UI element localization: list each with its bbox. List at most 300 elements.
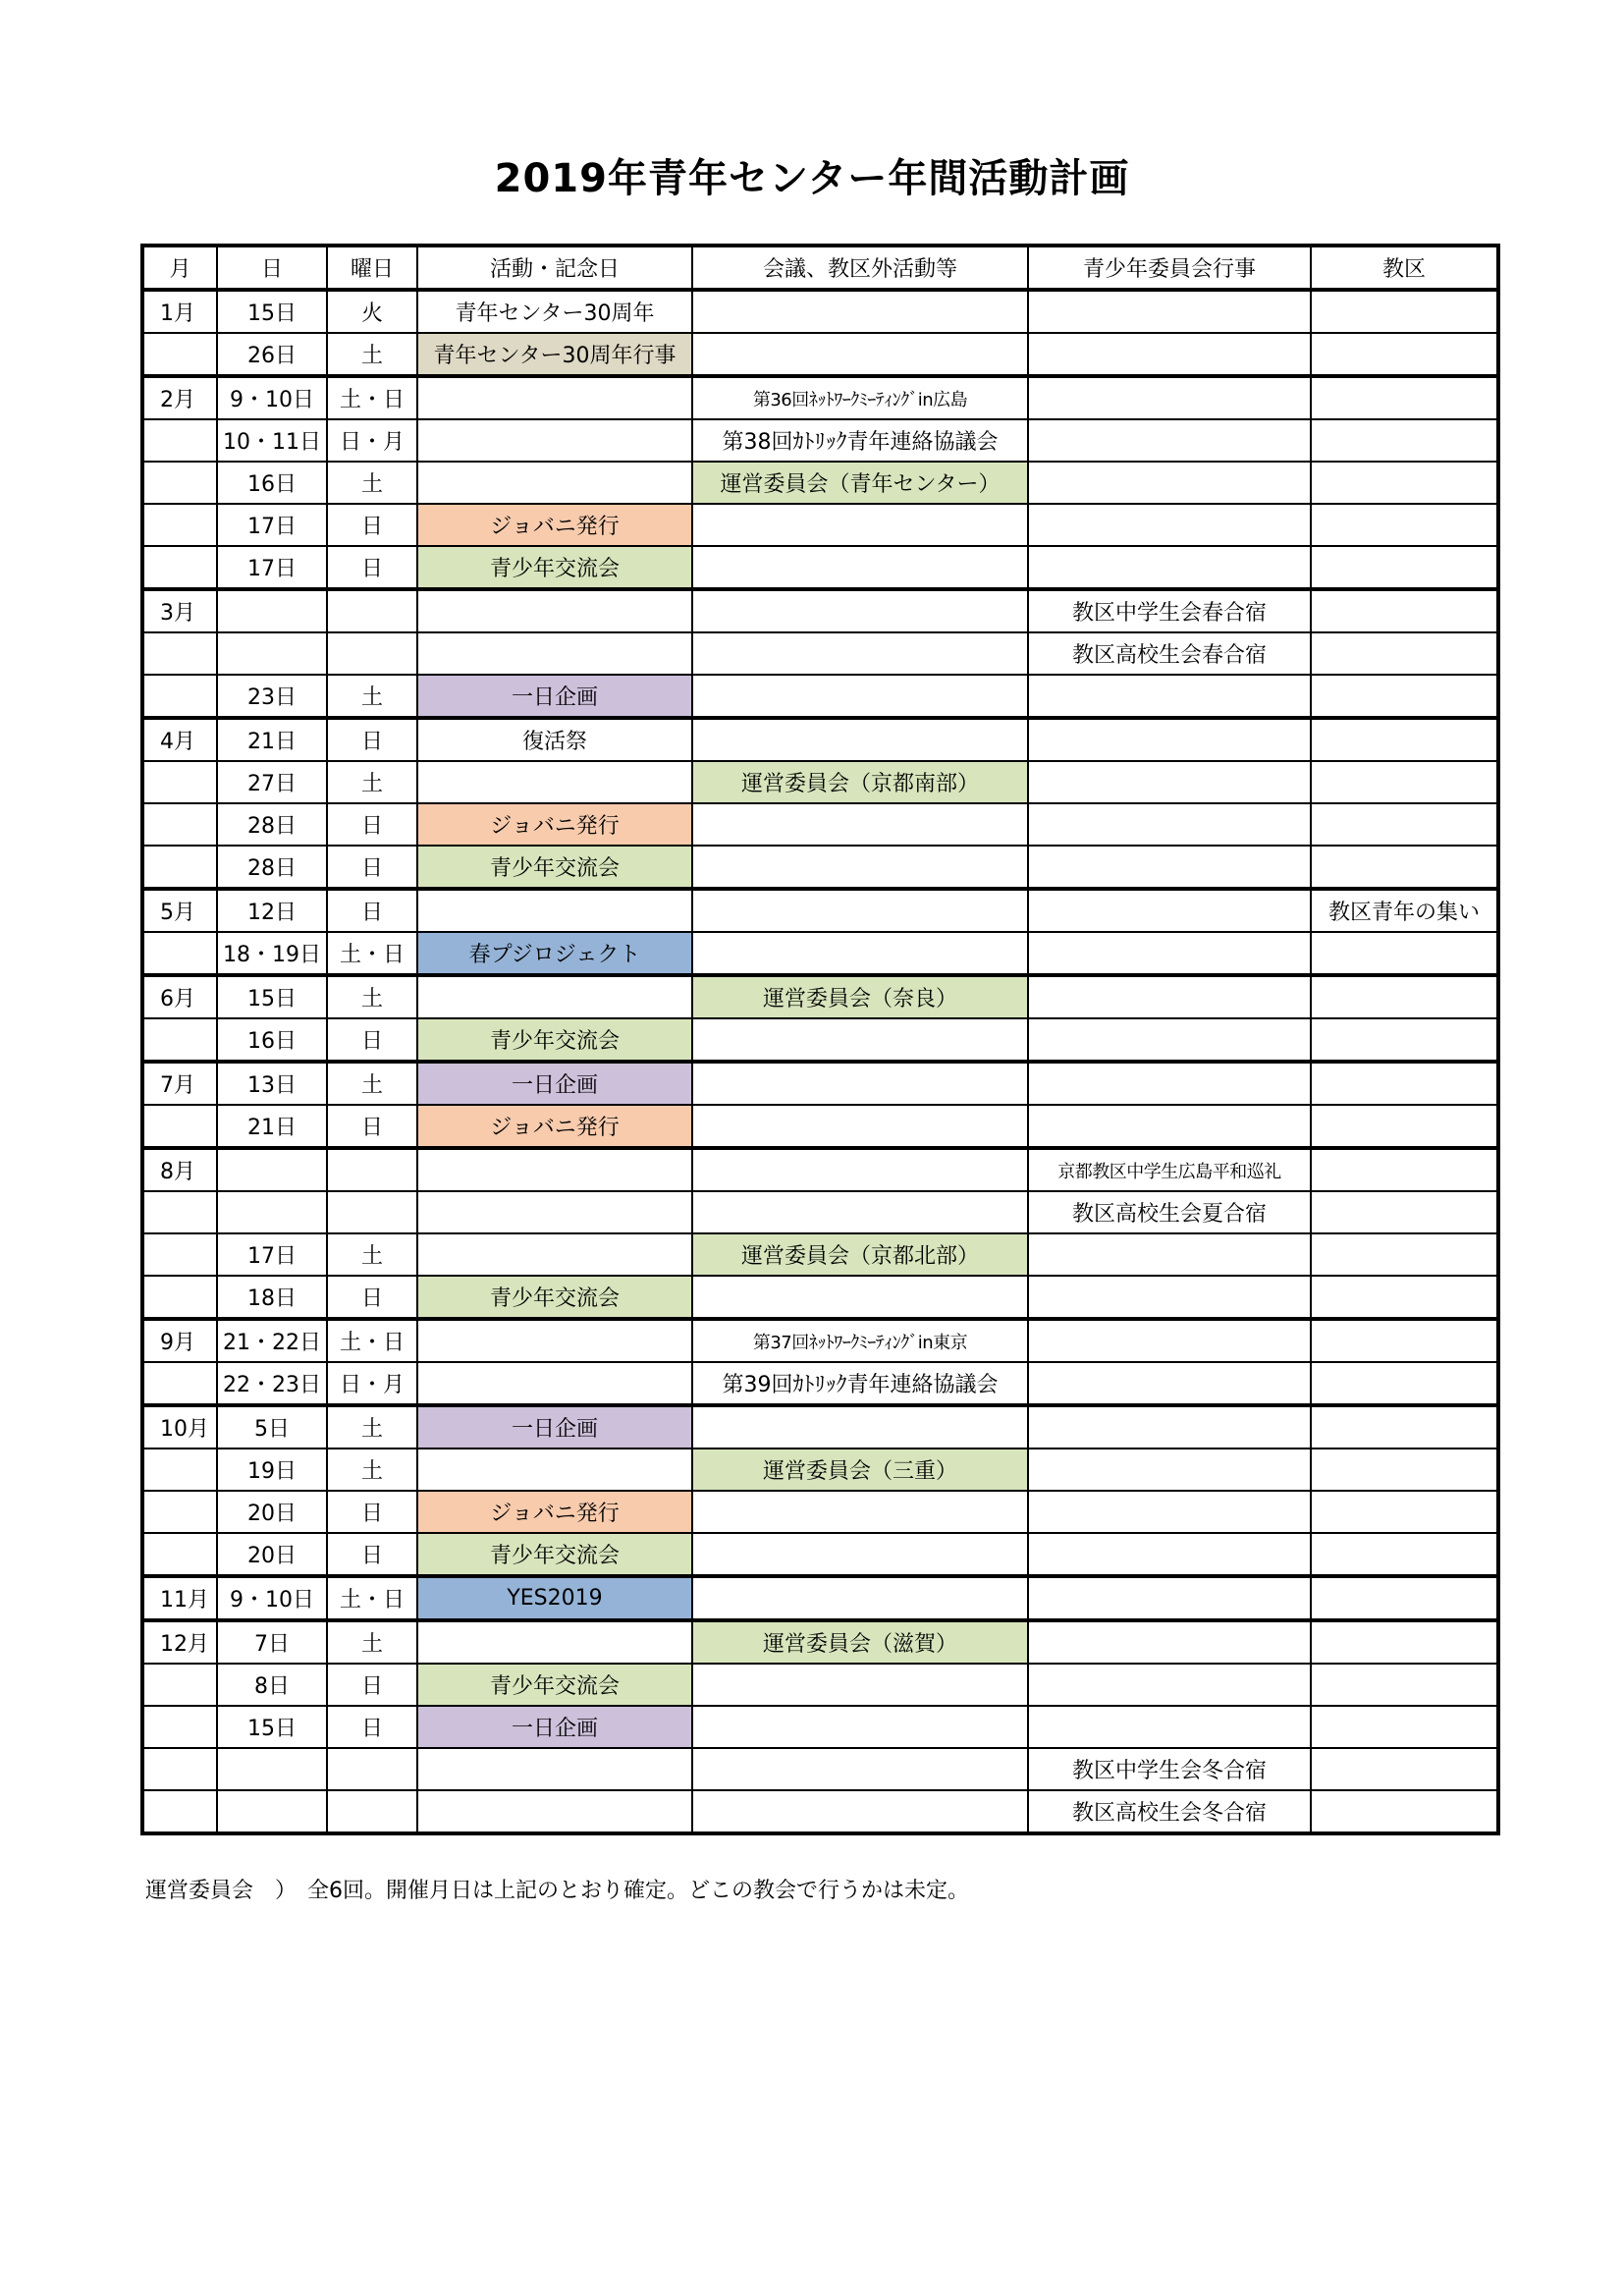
day-cell: 12日 — [217, 889, 327, 932]
meeting-cell — [692, 333, 1028, 376]
meeting-cell — [692, 718, 1028, 761]
meeting-cell: 第39回ｶﾄﾘｯｸ青年連絡協議会 — [692, 1362, 1028, 1405]
header-weekday: 曜日 — [327, 246, 417, 290]
youth-committee-cell — [1028, 1018, 1311, 1062]
weekday-cell — [327, 589, 417, 632]
table-row — [142, 290, 1498, 333]
month-cell — [142, 1362, 217, 1405]
month-cell: 2月 — [142, 376, 217, 419]
diocese-cell — [1311, 1405, 1498, 1449]
youth-committee-cell — [1028, 1706, 1311, 1748]
table-row — [142, 1018, 1498, 1062]
activity-cell: 一日企画 — [417, 1706, 692, 1748]
day-cell: 21日 — [217, 1105, 327, 1148]
diocese-cell — [1311, 1276, 1498, 1319]
youth-committee-cell: 教区高校生会夏合宿 — [1028, 1191, 1311, 1233]
month-cell: 10月 — [142, 1405, 217, 1449]
diocese-cell — [1311, 1664, 1498, 1706]
table-row — [142, 1148, 1498, 1191]
youth-committee-cell — [1028, 1233, 1311, 1276]
meeting-cell — [692, 1405, 1028, 1449]
youth-committee-cell: 教区中学生会冬合宿 — [1028, 1748, 1311, 1790]
activity-cell — [417, 462, 692, 504]
meeting-cell — [692, 1018, 1028, 1062]
activity-cell: 一日企画 — [417, 1062, 692, 1105]
header-day: 日 — [217, 246, 327, 290]
meeting-cell: 運営委員会（三重） — [692, 1449, 1028, 1491]
meeting-cell — [692, 1706, 1028, 1748]
month-cell — [142, 932, 217, 975]
diocese-cell — [1311, 1491, 1498, 1533]
activity-cell — [417, 1148, 692, 1191]
activity-cell — [417, 419, 692, 462]
table-row — [142, 419, 1498, 462]
meeting-cell — [692, 932, 1028, 975]
diocese-cell — [1311, 589, 1498, 632]
diocese-cell — [1311, 504, 1498, 546]
activity-cell: 青少年交流会 — [417, 1664, 692, 1706]
table-row — [142, 1664, 1498, 1706]
meeting-cell — [692, 675, 1028, 718]
month-cell — [142, 1664, 217, 1706]
weekday-cell: 土 — [327, 1233, 417, 1276]
diocese-cell — [1311, 333, 1498, 376]
weekday-cell: 日 — [327, 718, 417, 761]
youth-committee-cell — [1028, 1362, 1311, 1405]
table-row — [142, 1449, 1498, 1491]
day-cell — [217, 1748, 327, 1790]
diocese-cell — [1311, 1233, 1498, 1276]
weekday-cell: 土 — [327, 675, 417, 718]
youth-committee-cell — [1028, 889, 1311, 932]
header-month: 月 — [142, 246, 217, 290]
diocese-cell — [1311, 1706, 1498, 1748]
youth-committee-cell — [1028, 290, 1311, 333]
youth-committee-cell — [1028, 1105, 1311, 1148]
weekday-cell: 日 — [327, 1491, 417, 1533]
weekday-cell — [327, 1748, 417, 1790]
table-row — [142, 504, 1498, 546]
meeting-cell: 運営委員会（滋賀） — [692, 1620, 1028, 1664]
table-row — [142, 376, 1498, 419]
diocese-cell — [1311, 1748, 1498, 1790]
diocese-cell — [1311, 975, 1498, 1018]
youth-committee-cell — [1028, 1576, 1311, 1620]
weekday-cell: 日 — [327, 1664, 417, 1706]
day-cell: 16日 — [217, 1018, 327, 1062]
activity-cell: ジョバニ発行 — [417, 803, 692, 846]
weekday-cell: 日・月 — [327, 419, 417, 462]
table-row — [142, 1362, 1498, 1405]
activity-cell — [417, 975, 692, 1018]
table-header-row — [142, 246, 1498, 290]
meeting-cell — [692, 290, 1028, 333]
activity-cell: 青少年交流会 — [417, 1018, 692, 1062]
month-cell — [142, 546, 217, 589]
activity-cell: ジョバニ発行 — [417, 504, 692, 546]
weekday-cell: 日 — [327, 1706, 417, 1748]
meeting-cell — [692, 846, 1028, 889]
meeting-cell: 第36回ﾈｯﾄﾜｰｸﾐｰﾃｨﾝｸﾞin広島 — [692, 376, 1028, 419]
meeting-cell — [692, 546, 1028, 589]
weekday-cell — [327, 632, 417, 675]
day-cell: 17日 — [217, 1233, 327, 1276]
meeting-cell — [692, 1576, 1028, 1620]
youth-committee-cell: 教区中学生会春合宿 — [1028, 589, 1311, 632]
table-row — [142, 932, 1498, 975]
diocese-cell — [1311, 1449, 1498, 1491]
activity-cell — [417, 1362, 692, 1405]
weekday-cell: 日 — [327, 1018, 417, 1062]
meeting-cell — [692, 1148, 1028, 1191]
table-row — [142, 1620, 1498, 1664]
table-row — [142, 589, 1498, 632]
day-cell: 28日 — [217, 803, 327, 846]
weekday-cell: 日 — [327, 1105, 417, 1148]
table-row — [142, 1790, 1498, 1833]
weekday-cell: 土 — [327, 1405, 417, 1449]
day-cell: 17日 — [217, 546, 327, 589]
activity-cell — [417, 1233, 692, 1276]
table-row — [142, 1105, 1498, 1148]
month-cell — [142, 1706, 217, 1748]
activity-cell — [417, 1748, 692, 1790]
meeting-cell — [692, 504, 1028, 546]
youth-committee-cell — [1028, 419, 1311, 462]
day-cell: 13日 — [217, 1062, 327, 1105]
page-title: 2019年青年センター年間活動計画 — [494, 156, 1130, 201]
month-cell — [142, 1018, 217, 1062]
weekday-cell: 日 — [327, 504, 417, 546]
activity-cell — [417, 1319, 692, 1362]
month-cell — [142, 1105, 217, 1148]
meeting-cell — [692, 1062, 1028, 1105]
table-row — [142, 1706, 1498, 1748]
weekday-cell: 土 — [327, 1449, 417, 1491]
youth-committee-cell — [1028, 1533, 1311, 1576]
youth-committee-cell — [1028, 1620, 1311, 1664]
weekday-cell: 火 — [327, 290, 417, 333]
meeting-cell — [692, 1790, 1028, 1833]
activity-cell: 復活祭 — [417, 718, 692, 761]
activity-cell — [417, 589, 692, 632]
month-cell — [142, 1533, 217, 1576]
day-cell: 9・10日 — [217, 376, 327, 419]
youth-committee-cell — [1028, 803, 1311, 846]
youth-committee-cell — [1028, 462, 1311, 504]
diocese-cell — [1311, 632, 1498, 675]
diocese-cell — [1311, 1018, 1498, 1062]
table-row — [142, 462, 1498, 504]
activity-cell: YES2019 — [417, 1576, 692, 1620]
month-cell — [142, 504, 217, 546]
diocese-cell — [1311, 1790, 1498, 1833]
weekday-cell: 土・日 — [327, 376, 417, 419]
table-row — [142, 718, 1498, 761]
diocese-cell — [1311, 1319, 1498, 1362]
day-cell: 5日 — [217, 1405, 327, 1449]
table-row — [142, 675, 1498, 718]
activity-cell — [417, 889, 692, 932]
weekday-cell: 土 — [327, 333, 417, 376]
day-cell — [217, 1790, 327, 1833]
activity-cell: ジョバニ発行 — [417, 1491, 692, 1533]
day-cell: 26日 — [217, 333, 327, 376]
diocese-cell: 教区青年の集い — [1311, 889, 1498, 932]
weekday-cell: 日 — [327, 889, 417, 932]
weekday-cell: 土・日 — [327, 1319, 417, 1362]
diocese-cell — [1311, 1620, 1498, 1664]
diocese-cell — [1311, 846, 1498, 889]
meeting-cell — [692, 1533, 1028, 1576]
month-cell: 9月 — [142, 1319, 217, 1362]
diocese-cell — [1311, 803, 1498, 846]
day-cell: 9・10日 — [217, 1576, 327, 1620]
month-cell — [142, 1233, 217, 1276]
month-cell — [142, 1748, 217, 1790]
diocese-cell — [1311, 1105, 1498, 1148]
activity-cell — [417, 632, 692, 675]
meeting-cell — [692, 632, 1028, 675]
month-cell — [142, 675, 217, 718]
weekday-cell: 日・月 — [327, 1362, 417, 1405]
day-cell: 18日 — [217, 1276, 327, 1319]
activity-cell: 春プジロジェクト — [417, 932, 692, 975]
youth-committee-cell — [1028, 1062, 1311, 1105]
youth-committee-cell — [1028, 675, 1311, 718]
youth-committee-cell — [1028, 975, 1311, 1018]
weekday-cell: 日 — [327, 803, 417, 846]
weekday-cell — [327, 1790, 417, 1833]
youth-committee-cell — [1028, 761, 1311, 803]
day-cell: 18・19日 — [217, 932, 327, 975]
day-cell: 15日 — [217, 1706, 327, 1748]
month-cell — [142, 1191, 217, 1233]
weekday-cell: 土 — [327, 975, 417, 1018]
youth-committee-cell — [1028, 546, 1311, 589]
youth-committee-cell — [1028, 846, 1311, 889]
activity-cell — [417, 761, 692, 803]
youth-committee-cell — [1028, 932, 1311, 975]
diocese-cell — [1311, 718, 1498, 761]
weekday-cell — [327, 1148, 417, 1191]
month-cell: 4月 — [142, 718, 217, 761]
month-cell: 6月 — [142, 975, 217, 1018]
meeting-cell: 第38回ｶﾄﾘｯｸ青年連絡協議会 — [692, 419, 1028, 462]
month-cell — [142, 761, 217, 803]
month-cell: 11月 — [142, 1576, 217, 1620]
month-cell: 3月 — [142, 589, 217, 632]
diocese-cell — [1311, 1191, 1498, 1233]
table-row — [142, 803, 1498, 846]
month-cell — [142, 846, 217, 889]
meeting-cell: 運営委員会（京都北部） — [692, 1233, 1028, 1276]
month-cell: 7月 — [142, 1062, 217, 1105]
day-cell: 17日 — [217, 504, 327, 546]
table-row — [142, 761, 1498, 803]
month-cell — [142, 419, 217, 462]
table-row — [142, 889, 1498, 932]
activity-cell — [417, 376, 692, 419]
month-cell — [142, 1790, 217, 1833]
weekday-cell: 土 — [327, 1620, 417, 1664]
month-cell — [142, 333, 217, 376]
month-cell: 12月 — [142, 1620, 217, 1664]
diocese-cell — [1311, 1062, 1498, 1105]
table-row — [142, 1576, 1498, 1620]
day-cell: 8日 — [217, 1664, 327, 1706]
youth-committee-cell — [1028, 1319, 1311, 1362]
day-cell: 10・11日 — [217, 419, 327, 462]
diocese-cell — [1311, 419, 1498, 462]
day-cell — [217, 1191, 327, 1233]
youth-committee-cell — [1028, 718, 1311, 761]
month-cell: 8月 — [142, 1148, 217, 1191]
day-cell: 19日 — [217, 1449, 327, 1491]
diocese-cell — [1311, 546, 1498, 589]
weekday-cell: 土 — [327, 1062, 417, 1105]
table-row — [142, 333, 1498, 376]
meeting-cell — [692, 589, 1028, 632]
weekday-cell: 土・日 — [327, 1576, 417, 1620]
youth-committee-cell — [1028, 1491, 1311, 1533]
day-cell: 15日 — [217, 975, 327, 1018]
weekday-cell: 土・日 — [327, 932, 417, 975]
month-cell — [142, 1276, 217, 1319]
table-row — [142, 1533, 1498, 1576]
table-row — [142, 632, 1498, 675]
diocese-cell — [1311, 1533, 1498, 1576]
month-cell: 5月 — [142, 889, 217, 932]
schedule-body — [142, 290, 1498, 1833]
diocese-cell — [1311, 1148, 1498, 1191]
header-activity: 活動・記念日 — [417, 246, 692, 290]
table-row — [142, 1062, 1498, 1105]
diocese-cell — [1311, 761, 1498, 803]
table-row — [142, 1191, 1498, 1233]
diocese-cell — [1311, 675, 1498, 718]
meeting-cell — [692, 1491, 1028, 1533]
month-cell — [142, 632, 217, 675]
table-row — [142, 846, 1498, 889]
table-row — [142, 975, 1498, 1018]
month-cell — [142, 1449, 217, 1491]
day-cell: 21日 — [217, 718, 327, 761]
diocese-cell — [1311, 376, 1498, 419]
activity-cell: 青年センター30周年行事 — [417, 333, 692, 376]
youth-committee-cell: 教区高校生会冬合宿 — [1028, 1790, 1311, 1833]
activity-cell: 青少年交流会 — [417, 846, 692, 889]
youth-committee-cell: 教区高校生会春合宿 — [1028, 632, 1311, 675]
meeting-cell: 運営委員会（奈良） — [692, 975, 1028, 1018]
meeting-cell: 運営委員会（青年センター） — [692, 462, 1028, 504]
table-row — [142, 1405, 1498, 1449]
weekday-cell: 日 — [327, 846, 417, 889]
day-cell: 28日 — [217, 846, 327, 889]
weekday-cell: 日 — [327, 1533, 417, 1576]
schedule-table — [140, 244, 1500, 1835]
day-cell: 16日 — [217, 462, 327, 504]
table-row — [142, 546, 1498, 589]
day-cell: 7日 — [217, 1620, 327, 1664]
day-cell: 22・23日 — [217, 1362, 327, 1405]
month-cell: 1月 — [142, 290, 217, 333]
youth-committee-cell — [1028, 1449, 1311, 1491]
meeting-cell: 第37回ﾈｯﾄﾜｰｸﾐｰﾃｨﾝｸﾞin東京 — [692, 1319, 1028, 1362]
meeting-cell — [692, 1748, 1028, 1790]
day-cell — [217, 632, 327, 675]
header-meeting: 会議、教区外活動等 — [692, 246, 1028, 290]
table-row — [142, 1233, 1498, 1276]
diocese-cell — [1311, 462, 1498, 504]
day-cell: 15日 — [217, 290, 327, 333]
youth-committee-cell: 京都教区中学生広島平和巡礼 — [1028, 1148, 1311, 1191]
diocese-cell — [1311, 932, 1498, 975]
day-cell: 27日 — [217, 761, 327, 803]
youth-committee-cell — [1028, 1276, 1311, 1319]
youth-committee-cell — [1028, 504, 1311, 546]
meeting-cell: 運営委員会（京都南部） — [692, 761, 1028, 803]
day-cell: 23日 — [217, 675, 327, 718]
month-cell — [142, 803, 217, 846]
activity-cell: 青少年交流会 — [417, 546, 692, 589]
day-cell: 20日 — [217, 1533, 327, 1576]
table-row — [142, 1319, 1498, 1362]
header-youth-committee: 青少年委員会行事 — [1028, 246, 1311, 290]
activity-cell: 一日企画 — [417, 675, 692, 718]
youth-committee-cell — [1028, 1664, 1311, 1706]
youth-committee-cell — [1028, 1405, 1311, 1449]
activity-cell: ジョバニ発行 — [417, 1105, 692, 1148]
month-cell — [142, 1491, 217, 1533]
activity-cell: 青少年交流会 — [417, 1276, 692, 1319]
activity-cell: 青少年交流会 — [417, 1533, 692, 1576]
day-cell — [217, 1148, 327, 1191]
table-row — [142, 1491, 1498, 1533]
day-cell: 20日 — [217, 1491, 327, 1533]
weekday-cell: 土 — [327, 761, 417, 803]
activity-cell: 一日企画 — [417, 1405, 692, 1449]
meeting-cell — [692, 1105, 1028, 1148]
activity-cell — [417, 1790, 692, 1833]
youth-committee-cell — [1028, 333, 1311, 376]
weekday-cell: 日 — [327, 1276, 417, 1319]
diocese-cell — [1311, 1576, 1498, 1620]
youth-committee-cell — [1028, 376, 1311, 419]
month-cell — [142, 462, 217, 504]
activity-cell — [417, 1620, 692, 1664]
activity-cell — [417, 1449, 692, 1491]
activity-cell: 青年センター30周年 — [417, 290, 692, 333]
meeting-cell — [692, 889, 1028, 932]
table-row — [142, 1276, 1498, 1319]
footnote: 運営委員会 ） 全6回。開催月日は上記のとおり確定。どこの教会で行うかは未定。 — [145, 1879, 969, 1903]
weekday-cell — [327, 1191, 417, 1233]
meeting-cell — [692, 1664, 1028, 1706]
table-row — [142, 1748, 1498, 1790]
header-diocese: 教区 — [1311, 246, 1498, 290]
day-cell: 21・22日 — [217, 1319, 327, 1362]
activity-cell — [417, 1191, 692, 1233]
diocese-cell — [1311, 1362, 1498, 1405]
weekday-cell: 土 — [327, 462, 417, 504]
diocese-cell — [1311, 290, 1498, 333]
day-cell — [217, 589, 327, 632]
weekday-cell: 日 — [327, 546, 417, 589]
meeting-cell — [692, 1276, 1028, 1319]
meeting-cell — [692, 803, 1028, 846]
meeting-cell — [692, 1191, 1028, 1233]
